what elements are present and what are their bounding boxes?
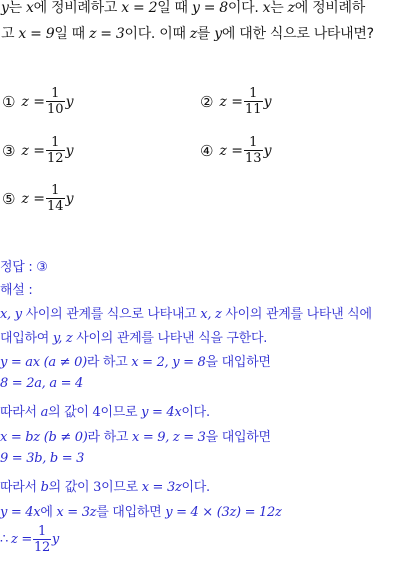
text: 사이의 관계를 식으로 나타내고 [21, 307, 201, 322]
text: 따라서 [0, 480, 41, 495]
math: x = 9, z = 3 [131, 430, 206, 445]
equation: x = 9 [18, 26, 55, 42]
denominator: 13 [245, 151, 262, 166]
text: 에 정비례하고 [33, 0, 122, 16]
denominator: 12 [47, 151, 64, 166]
option-lhs: z = [21, 190, 46, 207]
math: x = 2, y = 8 [131, 355, 206, 370]
numerator: 1 [249, 86, 258, 101]
text: 라 하고 [87, 430, 132, 445]
denominator: 10 [47, 102, 64, 117]
var-z: z [287, 0, 295, 16]
text: 의 값이 [48, 480, 94, 495]
text: 이다. [181, 480, 210, 495]
option-marker: ④ [200, 141, 214, 160]
option-marker: ⑤ [2, 189, 16, 208]
option-lhs: z = [21, 142, 46, 159]
text: 이므로 [100, 405, 142, 420]
fraction [46, 183, 65, 214]
text: 대입하여 [0, 331, 53, 346]
var-x: x [25, 0, 34, 16]
fraction [244, 135, 263, 166]
denominator: 12 [33, 540, 50, 555]
numerator: 1 [51, 135, 60, 150]
math: x = 3z [141, 480, 182, 495]
option-2[interactable] [200, 86, 271, 117]
text: 를 대입하면 [96, 505, 166, 520]
text: 는 [270, 0, 288, 16]
equation: z = 3 [89, 26, 125, 42]
explanation-line-1 [0, 303, 400, 322]
text: 의 값이 [48, 405, 93, 420]
text: 라 하고 [86, 355, 132, 370]
option-5[interactable] [2, 183, 73, 214]
numerator: 1 [37, 524, 46, 539]
option-var: y [65, 190, 74, 207]
numerator: 1 [51, 86, 60, 101]
fraction [46, 135, 65, 166]
equation: x = 2 [121, 0, 158, 16]
math: x = 3z [56, 505, 97, 520]
math: y, z [52, 331, 73, 346]
explanation-line-7 [0, 451, 400, 466]
explanation-heading [0, 279, 400, 298]
option-var: y [65, 93, 74, 110]
question-line-2 [1, 21, 374, 48]
option-var: y [263, 93, 272, 110]
text: 고 [1, 26, 19, 42]
text: 일 때 [157, 0, 192, 16]
math: x, z [200, 307, 222, 322]
text: 일 때 [54, 26, 90, 42]
heading-text: 해설 : [0, 283, 33, 298]
fraction [46, 86, 65, 117]
explanation-line-4 [0, 376, 400, 391]
fraction [244, 86, 263, 117]
option-marker: ③ [2, 141, 16, 160]
math: 4 [92, 405, 101, 420]
text: 이다. [227, 0, 263, 16]
text: 는 [8, 0, 26, 16]
text: 을 대입하면 [205, 430, 271, 445]
math: x = bz (b ≠ 0) [0, 430, 88, 445]
text: 에 [40, 505, 57, 520]
text: 를 [196, 26, 215, 42]
math: y = 4x [141, 405, 182, 420]
option-marker: ① [2, 92, 16, 111]
denominator: 11 [245, 102, 262, 117]
numerator: 1 [249, 135, 258, 150]
math: y [51, 532, 59, 547]
option-1[interactable] [2, 86, 73, 117]
option-lhs: z = [219, 142, 244, 159]
text: 따라서 [0, 405, 41, 420]
explanation-line-10 [0, 524, 400, 555]
explanation-line-9 [0, 501, 400, 520]
math: 9 = 3b, b = 3 [0, 451, 85, 466]
answer-text: 정답 : ③ [0, 260, 48, 275]
math: 8 = 2a, a = 4 [0, 376, 83, 391]
explanation-line-8 [0, 476, 400, 495]
therefore-symbol: ∴ [0, 532, 8, 547]
math: x, y [0, 307, 22, 322]
var-x: x [262, 0, 271, 16]
math: a [40, 405, 49, 420]
math: y = 4 × (3z) = 12z [165, 505, 282, 520]
numerator: 1 [51, 183, 60, 198]
math: 3 [93, 480, 102, 495]
text: 이다. 이때 [124, 26, 190, 42]
text: 에 정비례하 [294, 0, 365, 16]
option-lhs: z = [219, 93, 244, 110]
text: 이므로 [101, 480, 142, 495]
option-4[interactable] [200, 135, 271, 166]
math: y = ax (a ≠ 0) [0, 355, 87, 370]
text: 에 대한 식으로 나타내면? [221, 26, 374, 42]
option-marker: ② [200, 92, 214, 111]
text: 을 대입하면 [205, 355, 271, 370]
denominator: 14 [47, 199, 64, 214]
question-line-1 [1, 0, 365, 22]
explanation-line-6 [0, 426, 400, 445]
equation: y = 8 [191, 0, 228, 16]
explanation-line-2 [0, 327, 400, 346]
option-var: y [65, 142, 74, 159]
var-z: z [189, 26, 197, 42]
explanation-line-5 [0, 401, 400, 420]
text: 이다. [181, 405, 210, 420]
explanation-line-3 [0, 351, 400, 370]
option-var: y [263, 142, 272, 159]
fraction [33, 524, 51, 555]
math: b [40, 480, 49, 495]
option-3[interactable] [2, 135, 73, 166]
var-y: y [214, 26, 222, 42]
text: 사이의 관계를 나타낸 식을 구한다. [72, 331, 268, 346]
math: y = 4x [0, 505, 41, 520]
option-lhs: z = [21, 93, 46, 110]
var-y: y [1, 0, 9, 16]
math: z = [10, 532, 32, 547]
text: 사이의 관계를 나타낸 식에 [221, 307, 372, 322]
answer-line [0, 256, 400, 275]
